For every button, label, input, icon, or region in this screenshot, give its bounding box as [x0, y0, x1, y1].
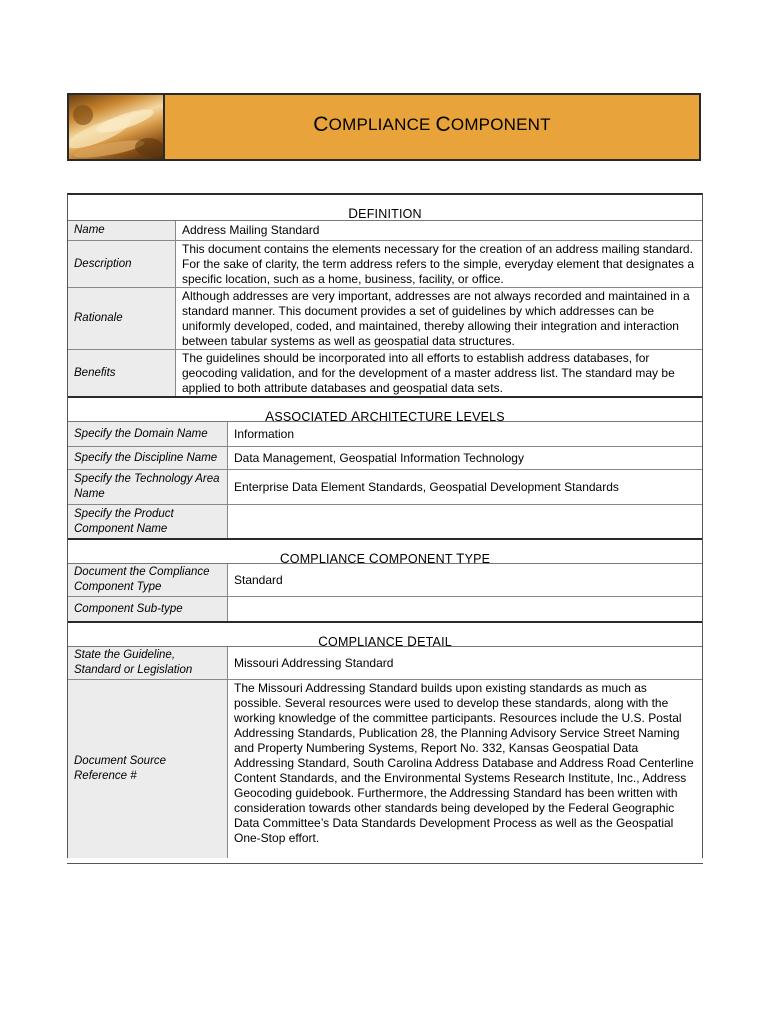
row-component-subtype — [68, 597, 702, 621]
compliance-form — [67, 193, 703, 858]
field-value — [228, 505, 702, 538]
row-description — [68, 241, 702, 288]
field-label: Document Source Reference # — [68, 680, 228, 858]
row-rationale — [68, 288, 702, 350]
field-value: Although addresses are very important, addresses are not always recorded and maintained in a standard manner. This document provides a set of guidelines by which addresses can be uniformly developed, coded, and maintained, thereby allowing their integration and interaction between tabular systems as well as geospatial data structures. — [182, 288, 690, 348]
rolled-documents-image — [69, 95, 165, 159]
row-discipline-name — [68, 447, 702, 470]
field-label: Specify the Discipline Name — [68, 447, 228, 469]
row-name — [68, 221, 702, 241]
row-source-reference — [68, 680, 702, 858]
section-heading-component-type: COMPLIANCE COMPONENT TYPE — [68, 538, 702, 564]
field-label: Description — [68, 241, 176, 287]
field-value: This document contains the elements necessary for the creation of an address mailing standard. For the sake of clarity, the term address refers to the simple, everyday element that designates a specific location, such as a home, business, facility, or office. — [182, 241, 695, 286]
section-heading-compliance-detail: COMPLIANCE DETAIL — [68, 621, 702, 647]
field-label: Specify the Domain Name — [68, 422, 228, 446]
field-value: Enterprise Data Element Standards, Geospatial Development Standards — [234, 479, 619, 494]
section-heading-definition: DEFINITION — [68, 195, 702, 221]
field-value: Data Management, Geospatial Information Technology — [234, 450, 524, 465]
field-label: Component Sub-type — [68, 597, 228, 621]
field-label: Specify the Technology Area Name — [68, 470, 228, 504]
field-value: Information — [234, 426, 295, 441]
field-label: State the Guideline, Standard or Legislation — [68, 647, 228, 679]
row-guideline — [68, 647, 702, 680]
row-technology-area — [68, 470, 702, 505]
field-value: Missouri Addressing Standard — [234, 655, 394, 670]
header-banner — [67, 93, 701, 161]
field-label: Rationale — [68, 288, 176, 349]
field-value: The Missouri Addressing Standard builds upon existing standards as much as possible. Several resources were used to develop these standards, along with the working knowledge of the committee participants. Resources include the U.S. Postal Addressing Standards, Publication 28, the Planning Advisory Service Street Naming and Property Numbering Systems, Report No. 332, Kansas Geospatial Data Addressing Standard, South Carolina Address Database and Address Road Centerline Content Standards, and the Environmental Systems Research Institute, Inc., Address Geocoding guidebook. Furthermore, the Addressing Standard has been written with consideration towards other standards being developed by the Federal Geographic Data Committee’s Data Standards Development Process as well as the Geospatial One-Stop effort. — [234, 681, 694, 845]
field-label: Name — [68, 221, 176, 240]
field-value — [228, 597, 702, 621]
field-value: Address Mailing Standard — [182, 223, 320, 237]
row-component-type — [68, 564, 702, 597]
field-value: Standard — [234, 572, 283, 587]
scroll-graphic-icon — [69, 95, 165, 159]
section-heading-architecture: ASSOCIATED ARCHITECTURE LEVELS — [68, 396, 702, 422]
row-benefits — [68, 350, 702, 396]
field-label: Document the Compliance Component Type — [68, 564, 228, 596]
row-domain-name — [68, 422, 702, 447]
form-bottom-border — [67, 863, 703, 864]
field-value: The guidelines should be incorporated into all efforts to establish address databases, for geocoding validation, and for the development of a master address list. The standard may be applied to both attribute databases and geospatial data sets. — [182, 350, 675, 395]
row-product-component — [68, 505, 702, 538]
page-title: C OMPLIANCE C OMPONENT — [313, 113, 551, 136]
field-label: Benefits — [68, 350, 176, 396]
field-label: Specify the Product Component Name — [68, 505, 228, 538]
